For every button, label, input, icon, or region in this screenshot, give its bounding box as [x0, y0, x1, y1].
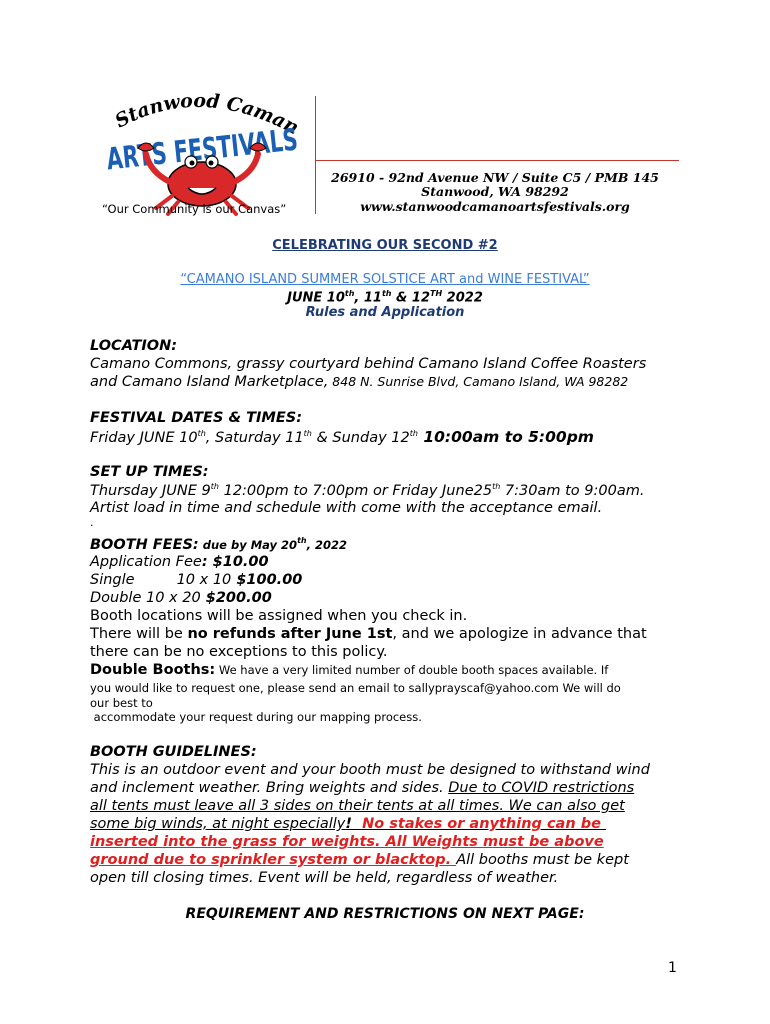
- refund-policy-line1: There will be no refunds after June 1st, and we apologize in advance that: [90, 626, 647, 642]
- next-page-notice: REQUIREMENT AND RESTRICTIONS ON NEXT PAGE:: [185, 906, 585, 922]
- guidelines-line6: ground due to sprinkler system or blacktop. All booths must be kept: [90, 852, 629, 868]
- festival-title: “CAMANO ISLAND SUMMER SOLSTICE ART and WINE FESTIVAL”: [180, 272, 590, 287]
- address-line2: Stanwood, WA 98292: [421, 184, 569, 199]
- guidelines-line1: This is an outdoor event and your booth must be designed to withstand wind: [90, 762, 650, 778]
- setup-dot: .: [90, 516, 94, 529]
- setup-line2: Artist load in time and schedule with come with the acceptance email.: [90, 500, 603, 516]
- page-number: 1: [668, 960, 677, 976]
- logo-main-text: ARTS FESTIVALS: [104, 113, 308, 178]
- double-booth-line3: our best to: [90, 696, 153, 710]
- guidelines-line2: and inclement weather. Bring weights and sides. Due to COVID restrictions: [90, 780, 635, 796]
- booth-assigned-note: Booth locations will be assigned when you check in.: [90, 608, 468, 624]
- celebrating-heading: CELEBRATING OUR SECOND #2: [272, 238, 498, 253]
- guidelines-line3: all tents must leave all 3 sides on their tents at all times. We can also get: [90, 798, 625, 814]
- double-booth-line4: accommodate your request during our mapping process.: [90, 710, 422, 724]
- guidelines-line7: open till closing times. Event will be held, regardless of weather.: [90, 870, 559, 886]
- dates-heading: FESTIVAL DATES & TIMES:: [90, 410, 302, 426]
- guidelines-line5: inserted into the grass for weights. All Weights must be above: [90, 834, 604, 850]
- logo-tagline: “Our Community is our Canvas”: [102, 202, 287, 216]
- dates-line: Friday JUNE 10th, Saturday 11th & Sunday 12th 10:00am to 5:00pm: [90, 428, 594, 446]
- festival-dates: JUNE 10th, 11th & 12TH 2022: [287, 289, 483, 306]
- location-line2: and Camano Island Marketplace, 848 N. Sunrise Blvd, Camano Island, WA 98282: [90, 374, 629, 390]
- setup-heading: SET UP TIMES:: [90, 464, 209, 480]
- fee-single: Single 10 x 10 $100.00: [90, 572, 303, 588]
- refund-policy-line2: there can be no exceptions to this policy.: [90, 644, 388, 660]
- fees-heading: BOOTH FEES: due by May 20th, 2022: [90, 536, 347, 553]
- double-booth-line2: you would like to request one, please send an email to sallyprayscaf@yahoo.com We will do: [90, 681, 621, 695]
- logo-arc-text: Stanwood Caman: [111, 89, 303, 140]
- address-line1: 26910 - 92nd Avenue NW / Suite C5 / PMB 145: [331, 170, 659, 185]
- festival-logo: [98, 88, 308, 220]
- guidelines-heading: BOOTH GUIDELINES:: [90, 744, 257, 760]
- location-heading: LOCATION:: [90, 338, 178, 354]
- header-divider-vertical: [315, 96, 316, 214]
- rules-subtitle: Rules and Application: [305, 305, 465, 320]
- guidelines-line4: some big winds, at night especially! No stakes or anything can be: [90, 816, 606, 832]
- fee-application: Application Fee: $10.00: [90, 554, 269, 570]
- setup-line1: Thursday JUNE 9th 12:00pm to 7:00pm or Friday June25th 7:30am to 9:00am.: [90, 482, 645, 499]
- header-divider-horizontal: [315, 160, 679, 161]
- location-line1: Camano Commons, grassy courtyard behind Camano Island Coffee Roasters: [90, 356, 647, 372]
- website[interactable]: www.stanwoodcamanoartsfestivals.org: [360, 199, 630, 214]
- fee-double: Double 10 x 20 $200.00: [90, 590, 272, 606]
- crab-logo-icon: [98, 88, 308, 220]
- double-booth-line1: Double Booths: We have a very limited number of double booth spaces available. If: [90, 662, 609, 678]
